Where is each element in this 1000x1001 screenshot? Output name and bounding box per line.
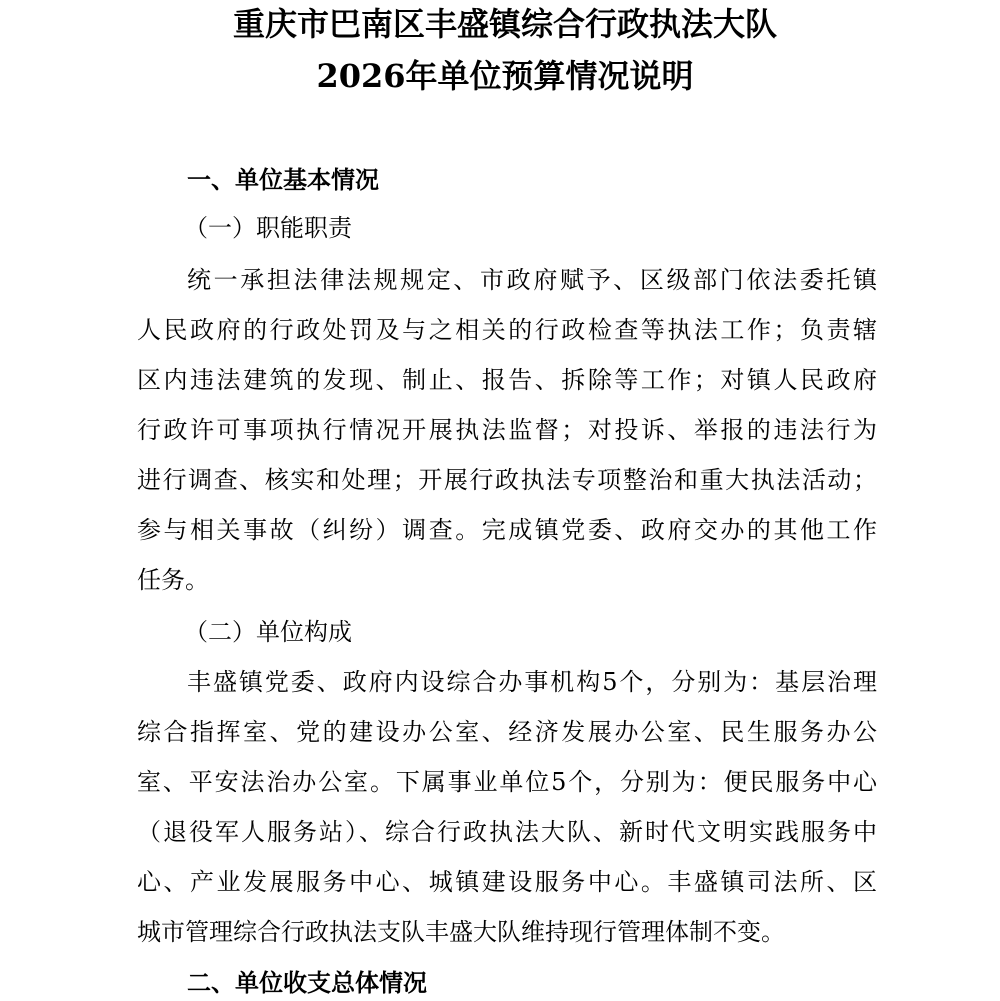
paragraph-composition [137, 657, 877, 957]
paragraph-line: 参与相关事故（纠纷）调查。完成镇党委、政府交办的其他工作 [137, 516, 877, 544]
document-title-line-1: 重庆市巴南区丰盛镇综合行政执法大队 [232, 5, 777, 43]
paragraph-line: 室、平安法治办公室。下属事业单位5个，分别为：便民服务中心 [137, 768, 877, 796]
section-heading-basic-info: 一、单位基本情况 [187, 165, 379, 194]
subsection-heading-composition: （二）单位构成 [184, 618, 352, 646]
subsection-heading-functions: （一）职能职责 [184, 214, 352, 242]
paragraph-line: 丰盛镇党委、政府内设综合办事机构5个，分别为：基层治理 [187, 668, 877, 696]
paragraph-line: 统一承担法律法规规定、市政府赋予、区级部门依法委托镇 [187, 266, 877, 294]
paragraph-line: 任务。 [137, 566, 209, 594]
document-title-line-2: 2026年单位预算情况说明 [316, 57, 694, 95]
paragraph-line: 区内违法建筑的发现、制止、报告、拆除等工作；对镇人民政府 [137, 366, 877, 394]
paragraph-line: 行政许可事项执行情况开展执法监督；对投诉、举报的违法行为 [137, 416, 877, 444]
paragraph-line: 进行调查、核实和处理；开展行政执法专项整治和重大执法活动； [137, 466, 877, 494]
paragraph-line: 心、产业发展服务中心、城镇建设服务中心。丰盛镇司法所、区 [137, 868, 877, 896]
paragraph-functions [137, 255, 877, 605]
paragraph-line: （退役军人服务站）、综合行政执法大队、新时代文明实践服务中 [137, 818, 877, 846]
paragraph-line: 综合指挥室、党的建设办公室、经济发展办公室、民生服务办公 [137, 718, 877, 746]
paragraph-line: 人民政府的行政处罚及与之相关的行政检查等执法工作；负责辖 [137, 316, 877, 344]
section-heading-revenue-expenditure: 二、单位收支总体情况 [187, 968, 427, 997]
paragraph-line: 城市管理综合行政执法支队丰盛大队维持现行管理体制不变。 [137, 918, 785, 946]
